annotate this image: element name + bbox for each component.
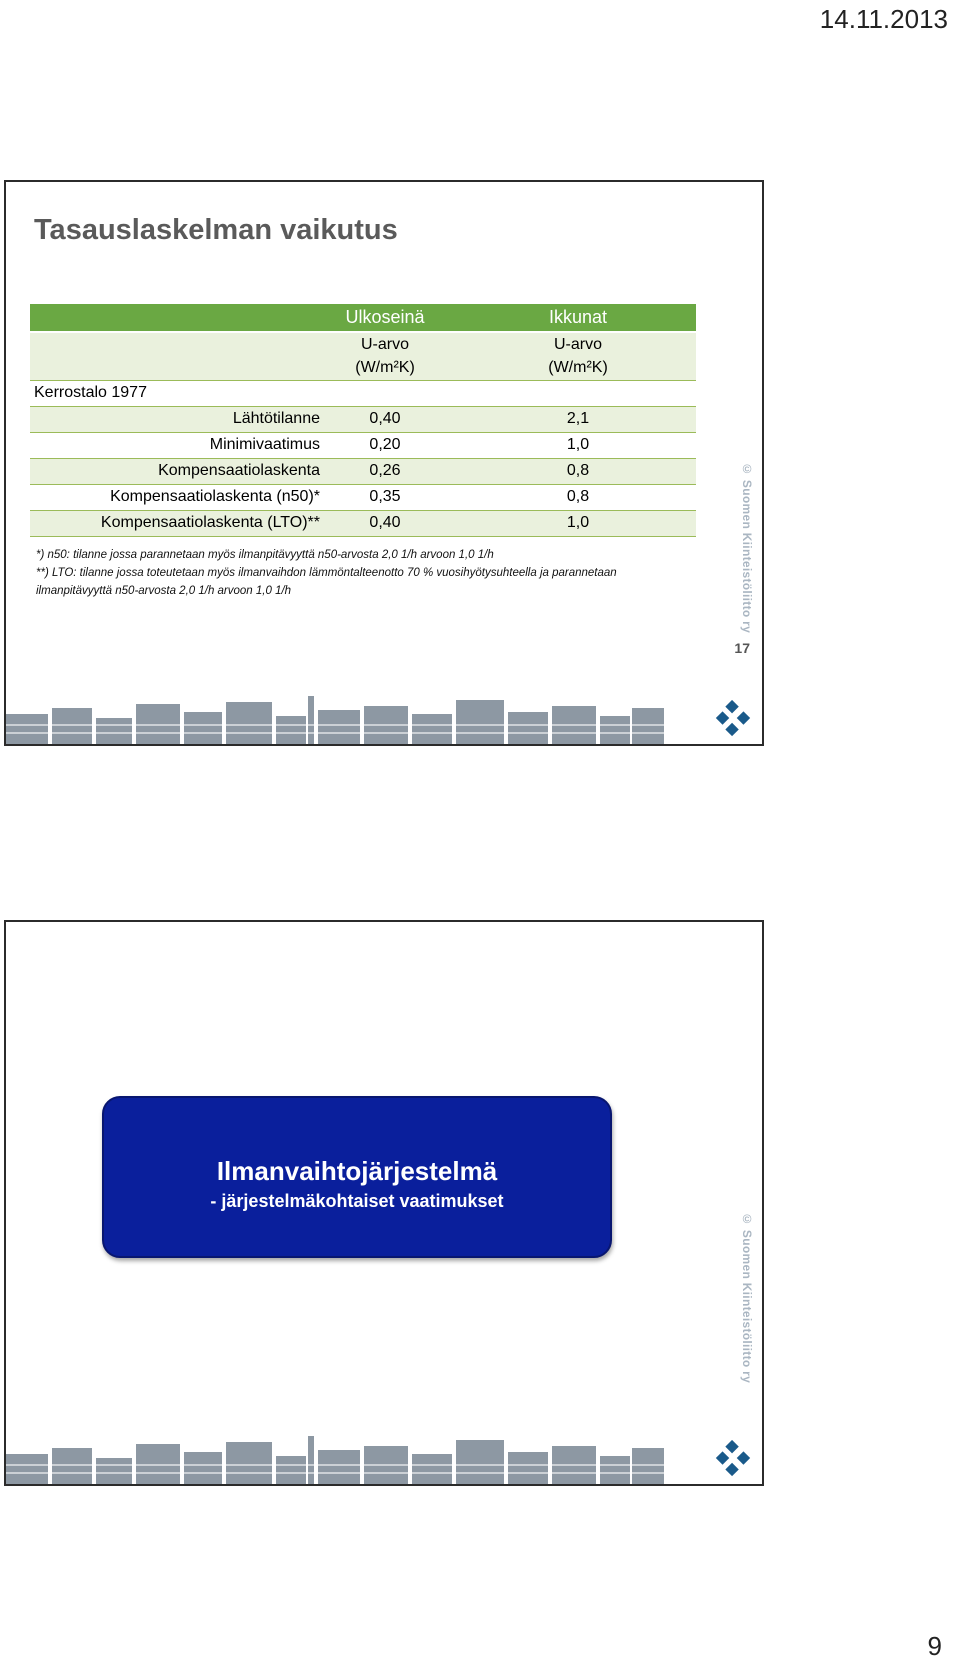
- footnote-lto: **) LTO: tilanne jossa toteutetaan myös ilmanvaihdon lämmöntalteenotto 70 % vuosihyötysuhteella ja parannetaan ilmanpitävyyttä n50-arvosta 2,0 1/h arvoon 1,0 1/h: [36, 567, 617, 597]
- group-row: [30, 380, 696, 406]
- row-window-value: 0,8: [460, 484, 696, 510]
- row-label: Kompensaatiolaskenta (n50)*: [30, 484, 328, 510]
- slide-1: [4, 180, 764, 746]
- row-label: Minimivaatimus: [30, 432, 328, 458]
- row-label: Lähtötilanne: [30, 406, 328, 432]
- header-window: Ikkunat: [460, 304, 696, 332]
- row-wall-value: 0,35: [328, 484, 460, 510]
- unit-row-1: [30, 332, 696, 356]
- table-row: [30, 406, 696, 432]
- row-wall-value: 0,26: [328, 458, 460, 484]
- copyright-label: © Suomen Kiinteistöliitto ry: [740, 462, 754, 634]
- row-wall-value: 0,40: [328, 510, 460, 536]
- table-row: [30, 458, 696, 484]
- footnote-n50: *) n50: tilanne jossa parannetaan myös ilmanpitävyyttä n50-arvosta 2,0 1/h arvoon 1,0 1/h: [36, 549, 494, 561]
- u-value-table: [30, 304, 696, 537]
- table-row: [30, 432, 696, 458]
- row-window-value: 1,0: [460, 432, 696, 458]
- section-title: Ilmanvaihtojärjestelmä: [216, 1156, 498, 1186]
- header-wall: Ulkoseinä: [328, 304, 460, 332]
- page-date: 14.11.2013: [819, 4, 948, 34]
- row-wall-value: 0,40: [328, 406, 460, 432]
- table-header-row: [30, 304, 696, 332]
- section-title-box: [102, 1096, 612, 1258]
- slide-number: 17: [734, 640, 750, 656]
- unit-window: U-arvo: [460, 332, 696, 356]
- row-window-value: 2,1: [460, 406, 696, 432]
- slide-2: [4, 920, 764, 1486]
- kiinteistoliitto-logo-icon: [714, 700, 752, 738]
- city-skyline-decoration: [6, 694, 664, 744]
- table-row: [30, 510, 696, 536]
- unit-row-2: [30, 356, 696, 380]
- copyright-label: © Suomen Kiinteistöliitto ry: [740, 1212, 754, 1384]
- header-empty-cell: [30, 304, 328, 332]
- kiinteistoliitto-logo-icon: [714, 1440, 752, 1478]
- row-label: Kompensaatiolaskenta (LTO)**: [30, 510, 328, 536]
- page-number: 9: [927, 1631, 942, 1661]
- city-skyline-decoration: [6, 1434, 664, 1484]
- footnotes: [36, 546, 676, 600]
- table-row: [30, 484, 696, 510]
- section-subtitle: - järjestelmäkohtaiset vaatimukset: [210, 1191, 504, 1211]
- row-window-value: 1,0: [460, 510, 696, 536]
- unit-wall-dimension: (W/m²K): [328, 356, 460, 380]
- group-label: Kerrostalo 1977: [30, 380, 696, 406]
- slide-title: Tasauslaskelman vaikutus: [34, 214, 398, 246]
- row-label: Kompensaatiolaskenta: [30, 458, 328, 484]
- row-wall-value: 0,20: [328, 432, 460, 458]
- row-window-value: 0,8: [460, 458, 696, 484]
- unit-wall: U-arvo: [328, 332, 460, 356]
- unit-window-dimension: (W/m²K): [460, 356, 696, 380]
